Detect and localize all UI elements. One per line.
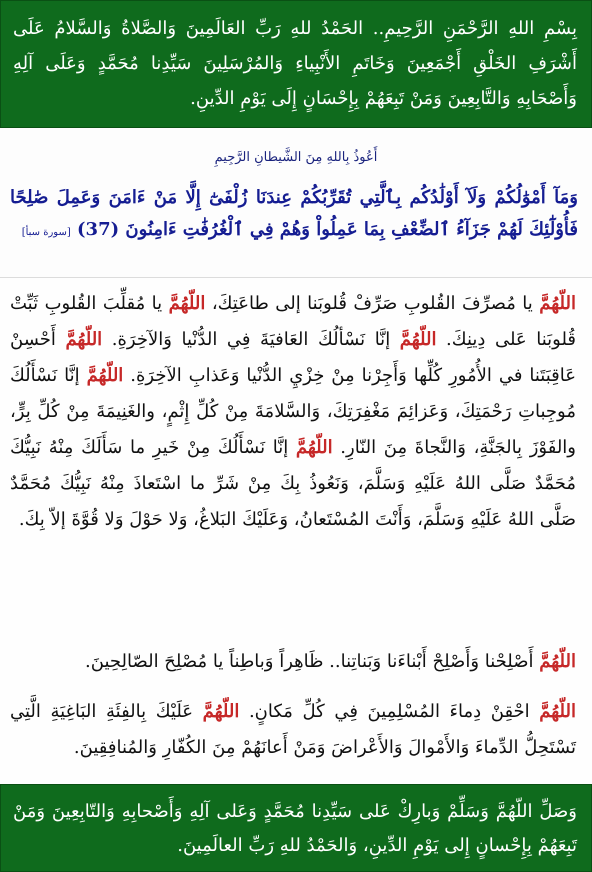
allahumma-word: اللّهُمَّ xyxy=(202,701,240,722)
opening-text: بِسْمِ اللهِ الرَّحْمَنِ الرَّحِيمِ.. الحَمْدُ للهِ رَبِّ العَالَمِينَ وَالصَّلاةُ وَالسَّلامُ عَلَى أَشْرَفِ الخَلْقِ أَجْمَعِينَ وَخَاتَمِ الأَنْبِياءِ وَالمُرْسَلِينَ سَيِّدِنا مُحَمَّدٍ وَعَلَى آلِهِ وَأَصْحَابِهِ وَالتَّابِعِينَ وَمَنْ تَبِعَهُمْ بِإِحْسَانٍ إِلَى يَوْمِ الدِّينِ. xyxy=(13,18,577,109)
allahumma-word: اللّهُمَّ xyxy=(65,329,103,350)
dua-text: احْقِنْ دِماءَ المُسْلِمِينَ فِي كُلِّ مَكانٍ. xyxy=(239,701,540,722)
dua-paragraph-3 xyxy=(0,694,592,766)
closing-text: وَصَلِّ اللّهُمَّ وَسَلِّمْ وَبارِكْ عَلى سَيِّدِنا مُحَمَّدٍ وَعَلى آلِهِ وَأَصْحابِهِ وَالتّابِعِينَ وَمَنْ تَبِعَهُمْ بِإِحْسانٍ إِلى يَوْمِ الدِّينِ، وَالحَمْدُ للهِ رَبِّ العالَمِينَ. xyxy=(13,801,577,856)
dua-text: عَلَيْكَ بِالفِئَةِ البَاغِيَةِ الَّتِي تَسْتَحِلُّ الدِّماءَ وَالأَمْوالَ وَالأَعْراضَ وَمَنْ أَعانَهُمْ مِنَ الكُفّارِ وَالمُنافِقِينَ. xyxy=(10,701,576,758)
ayah-number: (37) xyxy=(77,219,120,240)
verse-text: وَمَآ أَمْوَٰلُكُمْ وَلَآ أَوْلَٰدُكُم بِٱلَّتِي تُقَرِّبُكُمْ عِندَنَا زُلْفَىٰٓ إِلَّا مَنْ ءَامَنَ وَعَمِلَ صَٰلِحًا فَأُوْلَٰٓئِكَ لَهُمْ جَزَآءُ ٱلضِّعْفِ بِمَا عَمِلُواْ وَهُمْ فِي ٱلْغُرُفَٰتِ ءَامِنُونَ xyxy=(10,187,578,240)
dua-text: أَحْسِنْ عَاقِبَتَنا في الأُمُورِ كُلِّها وَأَجِرْنا مِنْ خِزْيِ الدُّنْيا وَعَذابِ الآخِرَةِ. xyxy=(10,329,576,386)
dua-text: إنَّا نَسْأَلُكَ مِنْ خَيرِ ما سَأَلَكَ مِنْهُ نَبِيُّكَ مُحَمَّدٌ صَلَّى اللهُ عَلَيْهِ وَسَلَّمَ، وَنَعُوذُ بِكَ مِنْ شَرِّ ما اسْتَعاذَ مِنْهُ نَبِيُّكَ مُحَمَّدٌ صَلَّى اللهُ عَلَيْهِ وَسَلَّمَ، وَأَنْتَ المُسْتَعانُ، وَعَلَيْكَ البَلاغُ، وَلا حَوْلَ وَلا قُوَّةَ إلاّ بِكَ. xyxy=(10,437,576,530)
opening-banner xyxy=(0,0,592,128)
allahumma-word: اللّهُمَّ xyxy=(168,293,206,314)
dua-text: يا مُقلِّبَ القُلوبِ ثَبِّتْ قُلوبَنا عَلى دِينِكَ. xyxy=(10,293,577,350)
allahumma-word: اللّهُمَّ xyxy=(539,293,576,314)
allahumma-word: اللّهُمَّ xyxy=(539,651,576,672)
dua-text: يا مُصرِّفَ القُلوبِ صَرِّفْ قُلوبَنا إلى طاعَتِكَ، xyxy=(205,293,540,314)
dua-paragraph-2 xyxy=(0,644,592,680)
duas-section xyxy=(0,286,592,758)
allahumma-word: اللّهُمَّ xyxy=(295,437,333,458)
allahumma-word: اللّهُمَّ xyxy=(539,701,576,722)
quran-verse xyxy=(0,168,592,249)
istiadha: أَعُوذُ بِاللهِ مِنَ الشَّيطانِ الرَّجِيمِ xyxy=(214,150,378,165)
surah-reference: [سورة سبأ] xyxy=(21,227,71,238)
allahumma-word: اللّهُمَّ xyxy=(399,329,437,350)
dua-text: أَصْلِحْنا وَأَصْلِحْ أَبْناءَنا وَبَناتِنا.. ظَاهِراً وَباطِناً يا مُصْلِحَ الصّالِحِينَ. xyxy=(85,651,540,672)
dua-text: إنَّا نَسْأَلُكَ مُوجِباتِ رَحْمَتِكَ، وَعَزائِمَ مَغْفِرَتِكَ، وَالسَّلامَةَ مِنْ كُلِّ إِثْمٍ، والغَنِيمَةَ مِنْ كُلِّ بِرٍّ، والفَوْزَ بِالجَنَّةِ، وَالنَّجاةَ مِنَ النّارِ. xyxy=(10,365,576,458)
dua-text: إنَّا نَسْألُكَ العَافيَةَ فِي الدُّنْيا وَالآخِرَةِ. xyxy=(102,329,400,350)
quran-verse-section xyxy=(0,130,592,278)
dua-paragraph-1 xyxy=(10,286,576,620)
allahumma-word: اللّهُمَّ xyxy=(86,365,124,386)
closing-banner xyxy=(0,784,592,872)
